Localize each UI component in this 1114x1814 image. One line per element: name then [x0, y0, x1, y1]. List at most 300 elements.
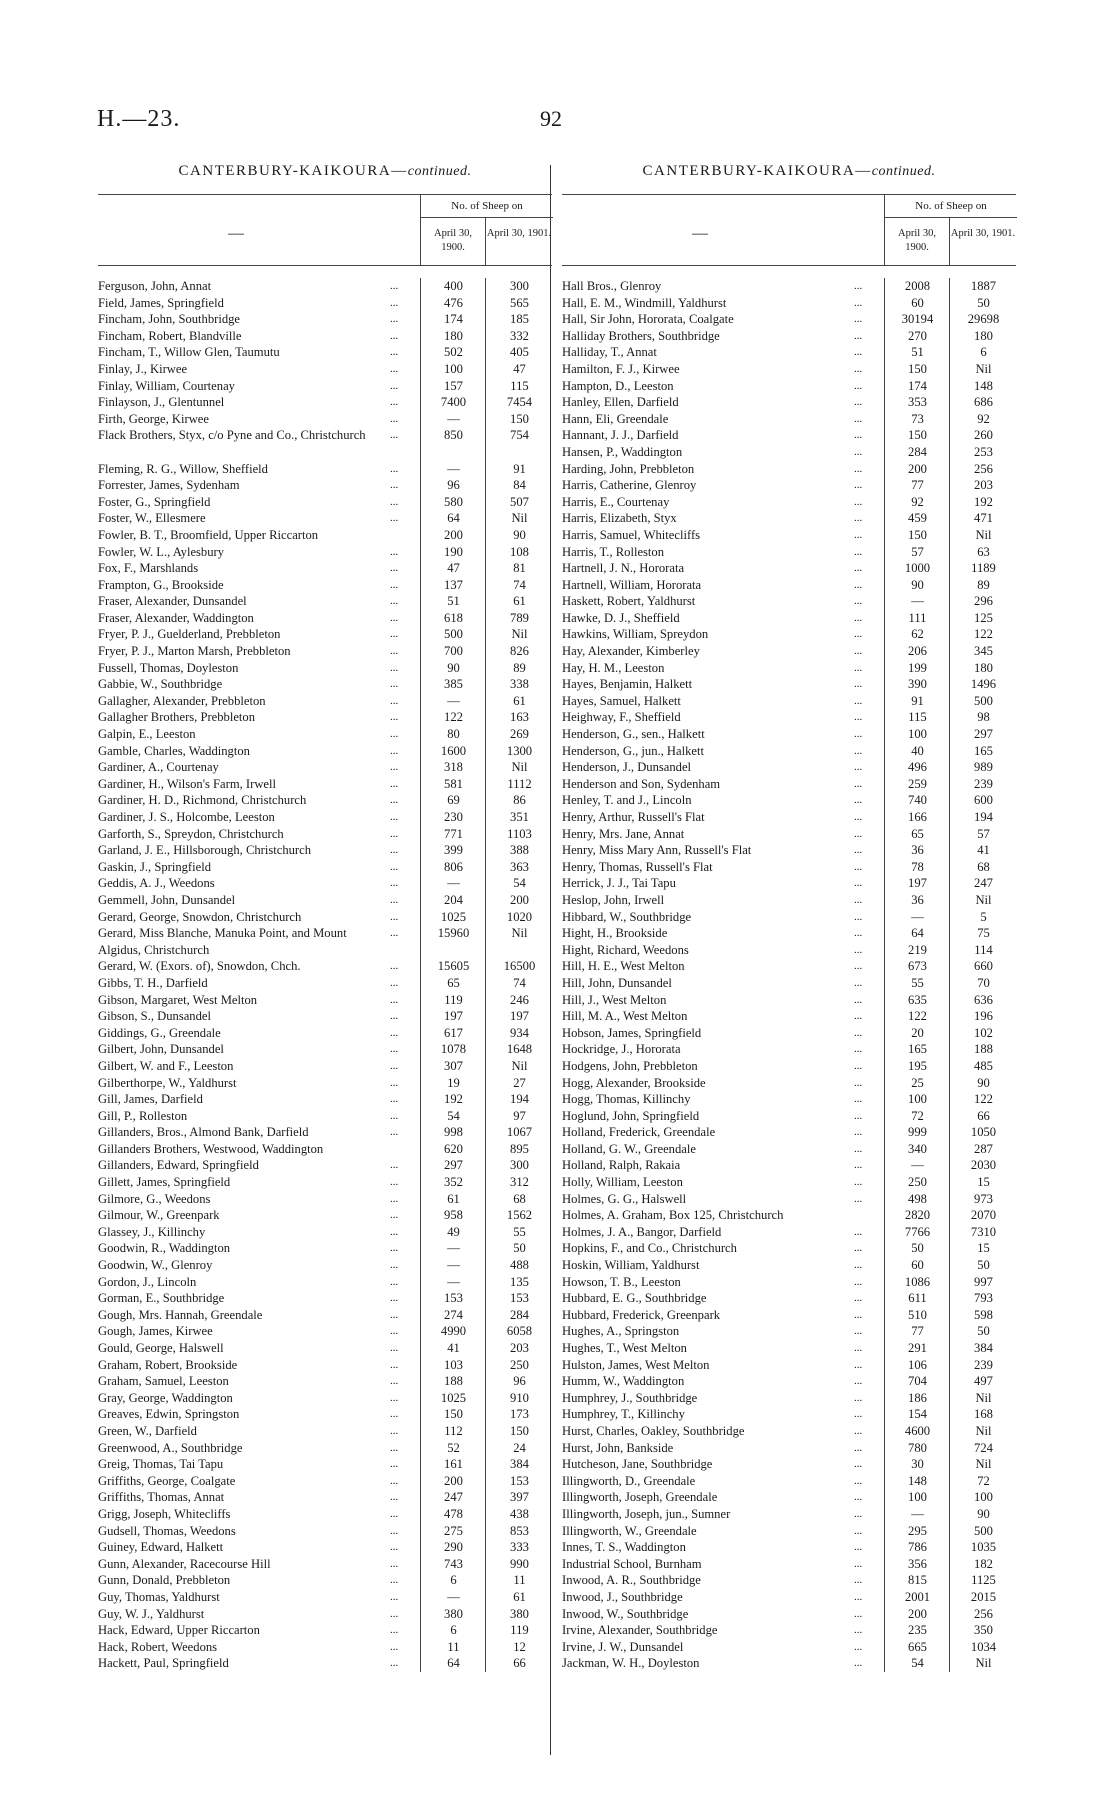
table-row — [562, 1539, 1016, 1556]
document-reference: H.—23. — [97, 106, 181, 132]
sheep-count-1901: 351 — [485, 809, 553, 826]
sheep-count-1900: 704 — [884, 1373, 950, 1390]
table-row — [98, 1622, 552, 1639]
table-row — [98, 726, 552, 743]
sheep-count-1900: 200 — [884, 461, 950, 478]
table-row — [562, 328, 1016, 345]
leader-dots: ... — [854, 1176, 863, 1189]
owner-name: Geddis, A. J., Weedons — [98, 876, 215, 891]
sheep-count-1901: 90 — [949, 1075, 1017, 1092]
table-row — [98, 494, 552, 511]
table-row — [98, 1406, 552, 1423]
sheep-count-1900: 122 — [884, 1008, 950, 1025]
table-row — [562, 1423, 1016, 1440]
sheep-count-1901: 247 — [949, 875, 1017, 892]
owner-name: Hampton, D., Leeston — [562, 378, 674, 393]
table-row — [562, 544, 1016, 561]
sheep-count-1900: 157 — [420, 378, 486, 395]
table-row — [562, 909, 1016, 926]
table-row — [98, 1423, 552, 1440]
sheep-count-1900: — — [420, 461, 486, 478]
owner-name: Finlay, William, Courtenay — [98, 378, 235, 393]
owner-name: Humphrey, J., Southbridge — [562, 1390, 698, 1405]
sheep-count-1900: 206 — [884, 643, 950, 660]
table-row — [562, 461, 1016, 478]
owner-name: Innes, T. S., Waddington — [562, 1540, 686, 1555]
owner-name: Gardiner, J. S., Holcombe, Leeston — [98, 810, 275, 824]
sheep-count-1901: 108 — [485, 544, 553, 561]
leader-dots: ... — [854, 1524, 863, 1537]
owner-name: Inwood, W., Southbridge — [562, 1606, 689, 1621]
table-row — [562, 693, 1016, 710]
leader-dots: ... — [854, 927, 863, 940]
sheep-count-1900: 100 — [884, 1489, 950, 1506]
owner-name: Gibson, S., Dunsandel — [98, 1009, 211, 1024]
sheep-count-1900: 200 — [420, 1473, 486, 1490]
sheep-count-1901: 397 — [485, 1489, 553, 1506]
owner-name: Hoglund, John, Springfield — [562, 1108, 700, 1123]
sheep-count-1900: 665 — [884, 1639, 950, 1656]
sheep-count-1900: 77 — [884, 1323, 950, 1340]
sheep-count-1900: 1078 — [420, 1041, 486, 1058]
sheep-count-1901: 203 — [949, 477, 1017, 494]
sheep-count-1901: 74 — [485, 975, 553, 992]
owner-name: Gibson, Margaret, West Melton — [98, 992, 258, 1007]
sheep-count-1901: 312 — [485, 1174, 553, 1191]
sheep-count-1901: 405 — [485, 344, 553, 361]
sheep-count-1901: 89 — [485, 660, 553, 677]
owner-name: Hubbard, Frederick, Greenpark — [562, 1307, 721, 1322]
sheep-count-1901: 754 — [485, 427, 553, 460]
sheep-count-1900: 1086 — [884, 1274, 950, 1291]
table-row — [562, 361, 1016, 378]
leader-dots: ... — [390, 611, 399, 624]
table-row — [98, 1506, 552, 1523]
sheep-count-1901: 122 — [949, 626, 1017, 643]
year-1900-header: April 30, 1900. — [884, 217, 949, 265]
leader-dots: ... — [390, 661, 399, 674]
leader-dots: ... — [854, 1458, 863, 1471]
sheep-count-1901: 793 — [949, 1290, 1017, 1307]
leader-dots: ... — [390, 1507, 399, 1520]
sheep-count-1901: 1034 — [949, 1639, 1017, 1656]
leader-dots: ... — [390, 1358, 399, 1371]
leader-dots: ... — [390, 761, 399, 774]
table-row — [98, 411, 552, 428]
sheep-count-1901: 168 — [949, 1406, 1017, 1423]
owner-name: Hanley, Ellen, Darfield — [562, 395, 679, 410]
table-row — [562, 1390, 1016, 1407]
leader-dots: ... — [390, 545, 399, 558]
table-row — [562, 427, 1016, 444]
owner-name: Industrial School, Burnham — [562, 1556, 702, 1571]
sheep-count-1900: 100 — [884, 1091, 950, 1108]
sheep-count-1901: 256 — [949, 461, 1017, 478]
sheep-count-1901: 388 — [485, 842, 553, 859]
column-title-continued: continued. — [407, 164, 472, 179]
sheep-count-1901: 1648 — [485, 1041, 553, 1058]
sheep-count-1901: 256 — [949, 1606, 1017, 1623]
owner-name: Hopkins, F., and Co., Christchurch — [562, 1241, 737, 1256]
leader-dots: ... — [854, 1607, 863, 1620]
owner-name: Haskett, Robert, Yaldhurst — [562, 594, 696, 609]
sheep-count-1900: 65 — [420, 975, 486, 992]
sheep-count-1900: 100 — [420, 361, 486, 378]
sheep-count-1901: 61 — [485, 1589, 553, 1606]
owner-name: Gilbert, W. and F., Leeston — [98, 1058, 234, 1073]
sheep-count-1900: 90 — [884, 577, 950, 594]
owner-name: Gabbie, W., Southbridge — [98, 677, 223, 692]
sheep-count-1901: 115 — [485, 378, 553, 395]
owner-name: Hawke, D. J., Sheffield — [562, 610, 680, 625]
table-row — [98, 1489, 552, 1506]
sheep-count-1901: 1112 — [485, 776, 553, 793]
column-title-main: CANTERBURY-KAIKOURA— — [642, 163, 872, 179]
sheep-count-1901: 500 — [949, 693, 1017, 710]
leader-dots: ... — [854, 1225, 863, 1238]
sheep-count-1900: 161 — [420, 1456, 486, 1473]
owner-name: Griffiths, Thomas, Annat — [98, 1490, 225, 1505]
table-row — [98, 1141, 552, 1158]
table-row — [562, 344, 1016, 361]
leader-dots: ... — [390, 1225, 399, 1238]
sheep-count-1901: 188 — [949, 1041, 1017, 1058]
sheep-count-1900: 295 — [884, 1523, 950, 1540]
sheep-count-1901: Nil — [485, 510, 553, 527]
leader-dots: ... — [854, 1126, 863, 1139]
leader-dots: ... — [854, 628, 863, 641]
sheep-count-1900: 15605 — [420, 958, 486, 975]
table-body — [98, 278, 552, 1672]
owner-name: Hall, Sir John, Hororata, Coalgate — [562, 312, 734, 327]
leader-dots: ... — [390, 628, 399, 641]
sheep-count-1901: Nil — [485, 759, 553, 776]
owner-name: Illingworth, D., Greendale — [562, 1473, 696, 1488]
leader-dots: ... — [390, 1557, 399, 1570]
owner-name: Gemmell, John, Dunsandel — [98, 892, 236, 907]
sheep-count-1900: 11 — [420, 1639, 486, 1656]
owner-name: Fussell, Thomas, Doyleston — [98, 660, 239, 675]
table-row — [562, 776, 1016, 793]
owner-name: Gerard, Miss Blanche, Manuka Point, and Mount Algidus, Christchurch — [98, 926, 347, 957]
sheep-count-1900: 60 — [884, 295, 950, 312]
sheep-count-1901: 363 — [485, 859, 553, 876]
sheep-count-1900: 247 — [420, 1489, 486, 1506]
sheep-count-1900: 73 — [884, 411, 950, 428]
owner-name: Henley, T. and J., Lincoln — [562, 793, 692, 808]
sheep-count-1900: 500 — [420, 626, 486, 643]
owner-name: Hogg, Thomas, Killinchy — [562, 1092, 691, 1107]
leader-dots: ... — [390, 479, 399, 492]
leader-dots: ... — [854, 1109, 863, 1122]
sheep-count-1901: Nil — [485, 1058, 553, 1075]
table-row — [562, 875, 1016, 892]
table-row — [98, 958, 552, 975]
table-row — [562, 1639, 1016, 1656]
leader-dots: ... — [854, 429, 863, 442]
sheep-count-1901: 192 — [949, 494, 1017, 511]
table-row — [562, 1224, 1016, 1241]
sheep-count-1901: 997 — [949, 1274, 1017, 1291]
sheep-count-1900: 380 — [420, 1606, 486, 1623]
sheep-count-1901: 29698 — [949, 311, 1017, 328]
owner-name: Inwood, A. R., Southbridge — [562, 1573, 701, 1588]
sheep-count-1901: 384 — [485, 1456, 553, 1473]
sheep-count-1901: 66 — [949, 1108, 1017, 1125]
leader-dots: ... — [854, 545, 863, 558]
leader-dots: ... — [854, 1657, 863, 1670]
sheep-count-1900: 92 — [884, 494, 950, 511]
leader-dots: ... — [854, 1192, 863, 1205]
owner-name: Henry, Miss Mary Ann, Russell's Flat — [562, 843, 752, 858]
sheep-count-1900: 620 — [420, 1141, 486, 1158]
sheep-count-1901: 7454 — [485, 394, 553, 411]
leader-dots: ... — [854, 1010, 863, 1023]
table-row — [562, 1357, 1016, 1374]
leader-dots: ... — [854, 910, 863, 923]
table-row — [562, 1622, 1016, 1639]
owner-name: Gardiner, H. D., Richmond, Christchurch — [98, 793, 307, 808]
sheep-count-1900: 65 — [884, 826, 950, 843]
owner-name: Hawkins, William, Spreydon — [562, 627, 709, 642]
leader-dots: ... — [390, 927, 399, 940]
leader-dots: ... — [390, 1259, 399, 1272]
leader-dots: ... — [854, 611, 863, 624]
sheep-count-1901: 50 — [949, 295, 1017, 312]
table-header — [98, 194, 552, 266]
leader-dots: ... — [390, 296, 399, 309]
leader-dots: ... — [854, 1557, 863, 1570]
table-row — [562, 1157, 1016, 1174]
sheep-count-1901: 660 — [949, 958, 1017, 975]
sheep-count-1900: 284 — [884, 444, 950, 461]
leader-dots: ... — [390, 777, 399, 790]
leader-dots: ... — [854, 1491, 863, 1504]
leader-dots: ... — [854, 1026, 863, 1039]
sheep-count-1900: 186 — [884, 1390, 950, 1407]
sheep-count-1901: Nil — [949, 361, 1017, 378]
table-row — [562, 842, 1016, 859]
table-row — [562, 560, 1016, 577]
owner-name: Gillanders, Bros., Almond Bank, Darfield — [98, 1125, 309, 1140]
sheep-count-1900: 52 — [420, 1440, 486, 1457]
table-row — [562, 1373, 1016, 1390]
owner-name: Hurst, Charles, Oakley, Southbridge — [562, 1423, 745, 1438]
sheep-count-1901: 565 — [485, 295, 553, 312]
sheep-count-1900: 20 — [884, 1025, 950, 1042]
owner-name: Hodgens, John, Prebbleton — [562, 1058, 698, 1073]
table-row — [562, 1489, 1016, 1506]
sheep-count-1901: 50 — [949, 1323, 1017, 1340]
leader-dots: ... — [390, 462, 399, 475]
table-row — [98, 610, 552, 627]
table-row — [98, 975, 552, 992]
leader-dots: ... — [390, 1192, 399, 1205]
leader-dots: ... — [390, 960, 399, 973]
leader-dots: ... — [390, 993, 399, 1006]
owner-name: Hall Bros., Glenroy — [562, 279, 662, 293]
table-row — [98, 859, 552, 876]
table-row — [562, 1025, 1016, 1042]
owner-name: Flack Brothers, Styx, c/o Pyne and Co., Christchurch — [98, 428, 366, 443]
sheep-count-1901: 180 — [949, 660, 1017, 677]
table-row — [98, 875, 552, 892]
leader-dots: ... — [390, 1441, 399, 1454]
sheep-count-1900: 192 — [420, 1091, 486, 1108]
sheep-count-1901: 724 — [949, 1440, 1017, 1457]
leader-dots: ... — [390, 1375, 399, 1388]
sheep-count-1900: 290 — [420, 1539, 486, 1556]
sheep-count-1901: 284 — [485, 1307, 553, 1324]
leader-dots: ... — [390, 678, 399, 691]
leader-dots: ... — [854, 761, 863, 774]
sheep-count-1901: 471 — [949, 510, 1017, 527]
table-row — [98, 1440, 552, 1457]
sheep-count-1900: 188 — [420, 1373, 486, 1390]
sheep-count-1900: 496 — [884, 759, 950, 776]
sheep-count-1900: 174 — [420, 311, 486, 328]
sheep-count-1901: 1035 — [949, 1539, 1017, 1556]
leader-dots: ... — [854, 827, 863, 840]
owner-name: Glassey, J., Killinchy — [98, 1224, 206, 1239]
leader-dots: ... — [854, 1059, 863, 1072]
leader-dots: ... — [390, 429, 399, 442]
sheep-count-1901: 27 — [485, 1075, 553, 1092]
owner-name: Harris, T., Rolleston — [562, 544, 665, 559]
table-row — [98, 1124, 552, 1141]
owner-name: Hockridge, J., Hororata — [562, 1042, 681, 1057]
sheep-count-1901: 203 — [485, 1340, 553, 1357]
owner-name: Holland, Ralph, Rakaia — [562, 1158, 681, 1173]
owner-name: Hutcheson, Jane, Southbridge — [562, 1457, 713, 1472]
sheep-count-1900: 297 — [420, 1157, 486, 1174]
sheep-count-1901: 61 — [485, 593, 553, 610]
leader-dots: ... — [390, 396, 399, 409]
sheep-count-1900: 150 — [884, 361, 950, 378]
table-row — [562, 759, 1016, 776]
leader-dots: ... — [390, 1109, 399, 1122]
owner-name: Harding, John, Prebbleton — [562, 461, 695, 476]
leader-dots: ... — [854, 1076, 863, 1089]
owner-name: Gerard, George, Snowdon, Christchurch — [98, 909, 302, 924]
owner-name: Gillanders Brothers, Westwood, Waddington — [98, 1141, 324, 1156]
sheep-count-1901: 345 — [949, 643, 1017, 660]
sheep-count-1901: 185 — [485, 311, 553, 328]
sheep-count-1900: — — [420, 1589, 486, 1606]
table-row — [98, 892, 552, 909]
owner-name: Hack, Edward, Upper Riccarton — [98, 1623, 260, 1638]
sheep-count-1901: 98 — [949, 709, 1017, 726]
sheep-count-1900: 25 — [884, 1075, 950, 1092]
leader-dots: ... — [854, 1342, 863, 1354]
sheep-count-1900: 51 — [420, 593, 486, 610]
owner-name: Gough, James, Kirwee — [98, 1324, 213, 1339]
sheep-count-1901: 12 — [485, 1639, 553, 1656]
owner-name: Fox, F., Marshlands — [98, 561, 199, 576]
leader-dots: ... — [854, 562, 863, 575]
sheep-count-1900: — — [420, 1257, 486, 1274]
table-row — [562, 1075, 1016, 1092]
sheep-count-1900: 235 — [884, 1622, 950, 1639]
sheep-count-1901: 50 — [949, 1257, 1017, 1274]
owner-name: Humphrey, T., Killinchy — [562, 1407, 685, 1422]
table-row — [98, 1589, 552, 1606]
leader-dots: ... — [854, 1358, 863, 1371]
leader-dots: ... — [390, 1275, 399, 1288]
table-row — [98, 1224, 552, 1241]
owner-name: Illingworth, Joseph, Greendale — [562, 1490, 718, 1505]
left-column — [98, 150, 552, 1672]
owner-name: Goodwin, R., Waddington — [98, 1241, 231, 1256]
sheep-count-1901: 300 — [485, 278, 553, 295]
sheep-count-1901: 47 — [485, 361, 553, 378]
table-row — [98, 577, 552, 594]
sheep-count-1901: 163 — [485, 709, 553, 726]
owner-name: Hughes, A., Springston — [562, 1324, 680, 1339]
name-column-header: — — [228, 225, 244, 242]
table-row — [98, 1174, 552, 1191]
sheep-count-1900: 510 — [884, 1307, 950, 1324]
table-row — [562, 510, 1016, 527]
owner-name: Guy, W. J., Yaldhurst — [98, 1606, 205, 1621]
leader-dots: ... — [390, 1292, 399, 1305]
sheep-count-1901: 300 — [485, 1157, 553, 1174]
sheep-count-1900: 7766 — [884, 1224, 950, 1241]
sheep-count-1900: — — [884, 593, 950, 610]
sheep-count-1901: 246 — [485, 992, 553, 1009]
owner-name: Hannant, J. J., Darfield — [562, 428, 679, 443]
table-row — [562, 1556, 1016, 1573]
sheep-count-1901: 70 — [949, 975, 1017, 992]
table-row — [562, 1473, 1016, 1490]
sheep-count-1901: 507 — [485, 494, 553, 511]
table-row — [562, 709, 1016, 726]
table-row — [98, 278, 552, 295]
owner-name: Hartnell, William, Hororata — [562, 577, 702, 592]
sheep-count-1900: 200 — [420, 527, 486, 544]
table-row — [98, 1357, 552, 1374]
table-row — [98, 560, 552, 577]
table-row — [98, 759, 552, 776]
leader-dots: ... — [854, 728, 863, 741]
owner-name: Goodwin, W., Glenroy — [98, 1258, 213, 1273]
table-row — [562, 394, 1016, 411]
sheep-count-1900: — — [420, 411, 486, 428]
owner-name: Giddings, G., Greendale — [98, 1025, 221, 1040]
leader-dots: ... — [390, 379, 399, 392]
owner-name: Hulston, James, West Melton — [562, 1357, 710, 1372]
table-row — [562, 1091, 1016, 1108]
sheep-count-1901: 333 — [485, 1539, 553, 1556]
sheep-count-1901: Nil — [485, 925, 553, 958]
column-title — [98, 160, 552, 182]
sheep-count-1900: 2008 — [884, 278, 950, 295]
leader-dots: ... — [854, 462, 863, 475]
leader-dots: ... — [390, 1010, 399, 1023]
sheep-count-1900: 51 — [884, 344, 950, 361]
table-row — [562, 1572, 1016, 1589]
owner-name: Gerard, W. (Exors. of), Snowdon, Chch. — [98, 959, 301, 974]
owner-name: Hight, Richard, Weedons — [562, 942, 689, 957]
leader-dots: ... — [390, 1458, 399, 1471]
sheep-count-1901: 180 — [949, 328, 1017, 345]
leader-dots: ... — [390, 1059, 399, 1072]
owner-name: Guy, Thomas, Yaldhurst — [98, 1589, 220, 1604]
owner-name: Firth, George, Kirwee — [98, 411, 209, 426]
leader-dots: ... — [390, 562, 399, 575]
sheep-count-1901: 84 — [485, 477, 553, 494]
sheep-count-1901: Nil — [949, 527, 1017, 544]
